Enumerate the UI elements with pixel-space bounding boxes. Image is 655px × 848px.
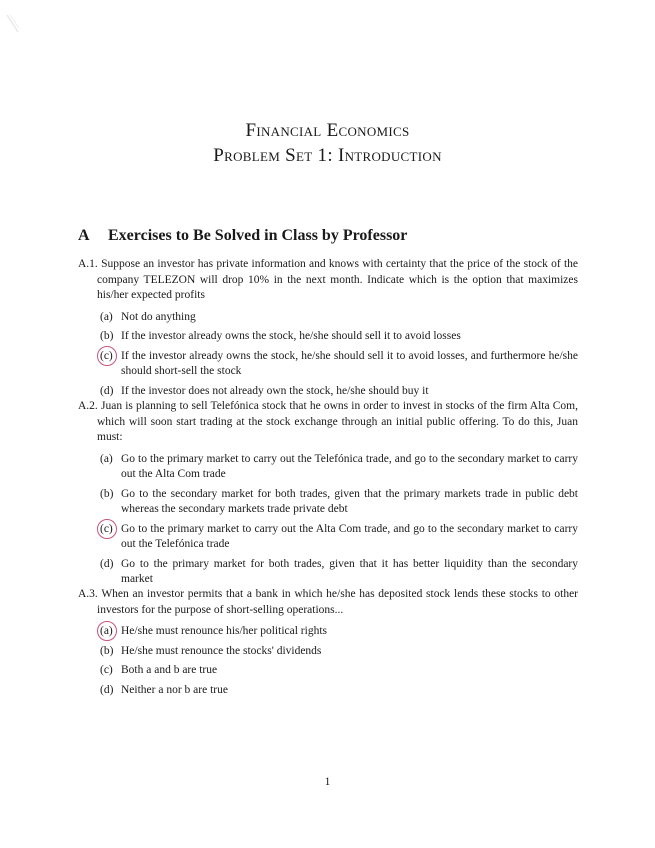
question-number: A.3.: [78, 588, 98, 600]
question-number: A.2.: [78, 400, 98, 412]
section-title: Exercises to Be Solved in Class by Professor: [108, 227, 408, 244]
option-d: (d) Go to the primary market for both trades, given that it has better liquidity than the secondary market: [100, 557, 578, 585]
question-a2: [78, 399, 578, 592]
question-text: A.1. Suppose an investor has private information and knows with certainty that the price of the stock of the company TELEZON will drop 10% in the next month. Indicate which is the option that maximizes his/her expected profits: [78, 258, 579, 301]
option-c: (c) Go to the primary market to carry out the Alta Com trade, and go to the secondary market to carry out the Telefónica trade: [78, 522, 578, 553]
page-corner-mark: [6, 14, 20, 34]
question-text: A.3. When an investor permits that a bank in which he/she has deposited stock lends these stocks to other investors for the purpose of short-selling operations...: [78, 588, 578, 616]
option-d: (d) If the investor does not already own the stock, he/she should buy it: [100, 384, 429, 397]
option-b: (b) Go to the secondary market for both trades, given that the primary markets trade in public debt whereas the secondary markets trade private debt: [100, 487, 578, 515]
options-list: [78, 624, 578, 698]
option-c: (c) Both a and b are true: [100, 664, 218, 676]
options-list: [78, 452, 578, 588]
document-title: Financial Economics: [245, 120, 410, 141]
option-b: (b) He/she must renounce the stocks' dividends: [100, 644, 322, 657]
option-c: (c) If the investor already owns the stock, he/she should sell it to avoid losses, and furthermore he/she should short-sell the stock: [78, 349, 578, 380]
section-heading: [78, 227, 407, 245]
options-list: [78, 310, 578, 400]
option-a: (a) Go to the primary market to carry out the Telefónica trade, and go to the secondary market to carry out the Alta Com trade: [100, 452, 578, 480]
document-subtitle: Problem Set 1: Introduction: [213, 145, 442, 166]
option-a: (a) Not do anything: [100, 310, 196, 323]
question-a1: [78, 257, 578, 403]
question-a3: [78, 587, 578, 702]
question-text: A.2. Juan is planning to sell Telefónica stock that he owns in order to invest in stocks of the firm Alta Com, which will soon start trading at the stock exchange through an initial public offering. To do this, Juan must:: [78, 400, 579, 443]
page-number: 1: [324, 776, 331, 788]
option-b: (b) If the investor already owns the stock, he/she should sell it to avoid losses: [100, 330, 461, 342]
option-a: (a) He/she must renounce his/her political rights: [78, 624, 578, 640]
question-number: A.1.: [78, 258, 98, 270]
section-number: A: [78, 227, 90, 244]
option-d: (d) Neither a nor b are true: [100, 683, 228, 696]
